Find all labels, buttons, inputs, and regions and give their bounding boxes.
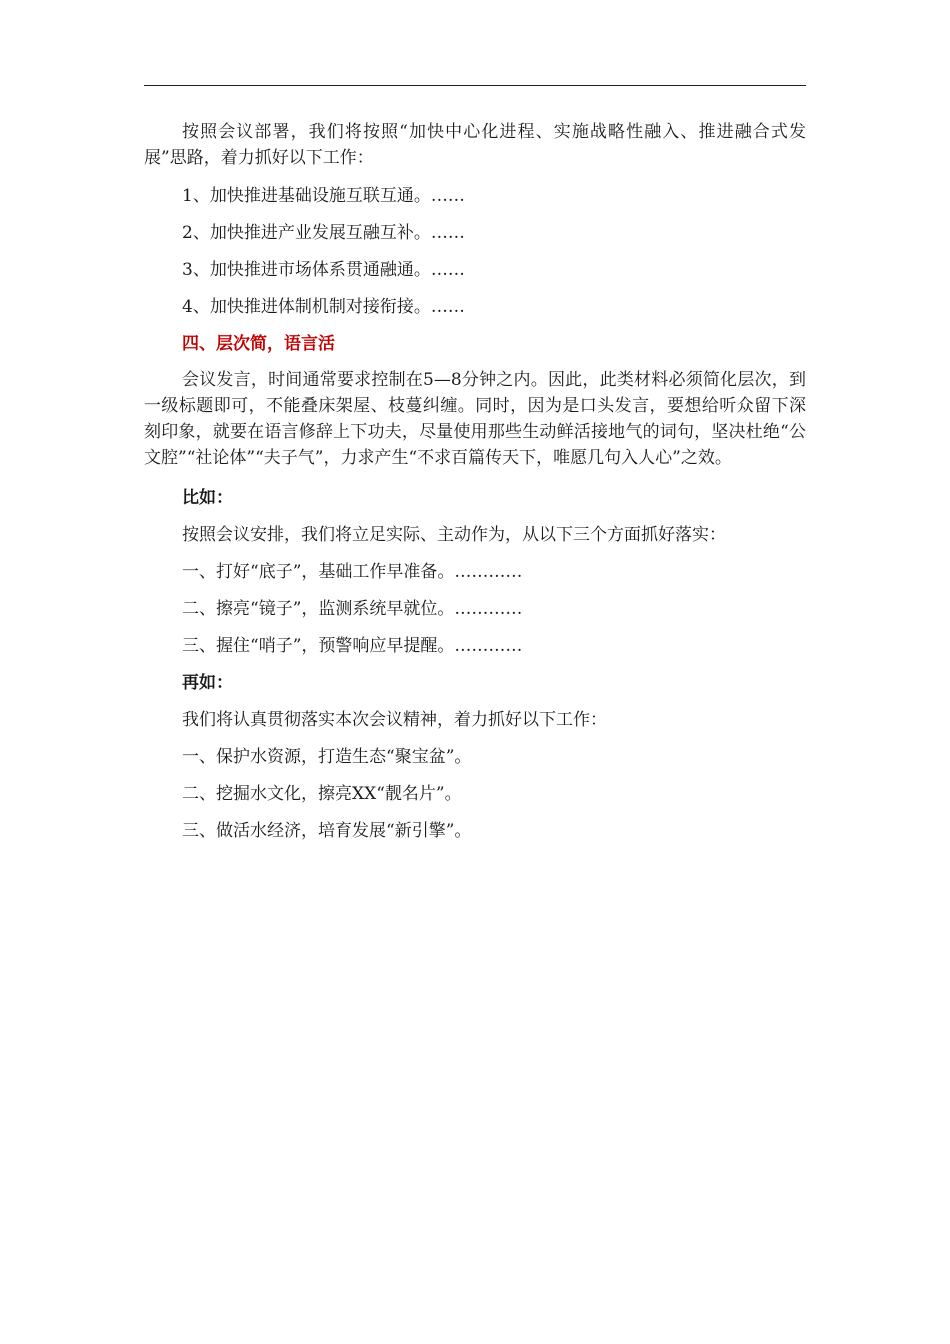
section4-body: 会议发言，时间通常要求控制在5—8分钟之内。因此，此类材料必须简化层次，到一级标题即可，不能叠床架屋、枝蔓纠缠。同时，因为是口头发言，要想给听众留下深刻印象，就要在语言修辞上下功夫，尽量使用那些生动鲜活接地气的词句，坚决杜绝“公文腔”“社论体”“夫子气”，力求产生“不求百篇传天下，唯愿几句入人心”之效。 (144, 370, 806, 468)
document-body (144, 119, 806, 844)
section1-item-1: 1、加快推进基础设施互联互通。…… (182, 186, 465, 206)
section1-intro: 按照会议部署，我们将按照“加快中心化进程、实施战略性融入、推进融合式发展”思路，着力抓好以下工作： (144, 122, 806, 168)
example2-item-1: 一、保护水资源，打造生态“聚宝盆”。 (182, 747, 472, 767)
example1-item-1: 一、打好“底子”，基础工作早准备。………… (182, 562, 523, 582)
example2-item-3: 三、做活水经济，培育发展“新引擎”。 (182, 821, 472, 841)
example1-label: 比如： (182, 488, 233, 508)
header-rule (144, 85, 806, 86)
example1-item-2: 二、擦亮“镜子”，监测系统早就位。………… (182, 599, 523, 619)
section1-item-2: 2、加快推进产业发展互融互补。…… (182, 223, 465, 243)
section1-item-3: 3、加快推进市场体系贯通融通。…… (182, 260, 465, 280)
section1-item-4: 4、加快推进体制机制对接衔接。…… (182, 297, 465, 317)
example2-item-2: 二、挖掘水文化，擦亮XX“靓名片”。 (182, 784, 462, 804)
example1-item-3: 三、握住“哨子”，预警响应早提醒。………… (182, 636, 523, 656)
section4-heading: 四、层次简，语言活 (182, 334, 335, 354)
example2-label: 再如： (182, 673, 233, 693)
example2-intro: 我们将认真贯彻落实本次会议精神，着力抓好以下工作： (182, 710, 607, 730)
example1-intro: 按照会议安排，我们将立足实际、主动作为，从以下三个方面抓好落实： (182, 525, 726, 545)
